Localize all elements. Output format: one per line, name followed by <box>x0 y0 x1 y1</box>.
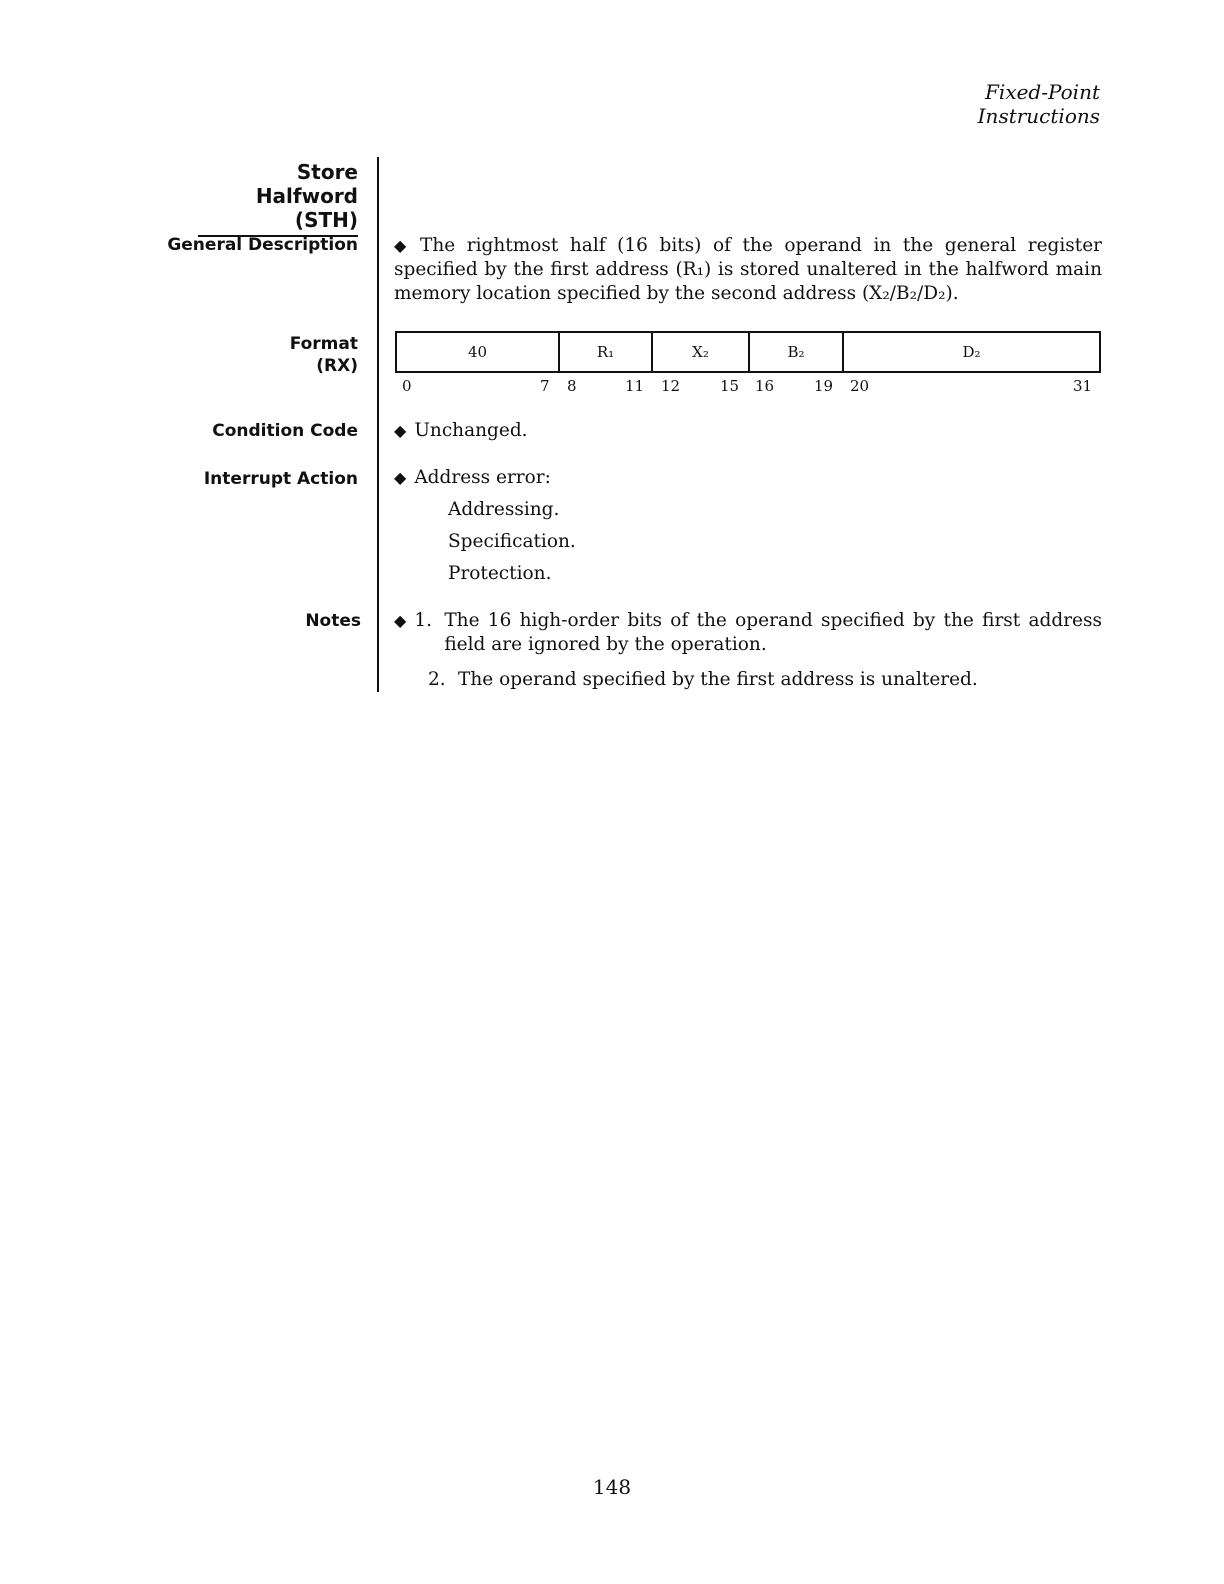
diamond-bullet-icon: ◆ <box>394 236 412 255</box>
format-field-d2: D₂ <box>962 343 981 361</box>
bit-number: 7 <box>540 377 550 395</box>
label-notes: Notes <box>305 611 361 631</box>
bit-number: 15 <box>720 377 740 395</box>
diamond-bullet-icon: ◆ <box>394 421 407 440</box>
format-field-opcode: 40 <box>397 333 560 371</box>
format-field-b2: B₂ <box>750 333 844 371</box>
interrupt-heading: Address error: <box>414 467 551 488</box>
title-line1: Store Halfword <box>255 160 358 208</box>
bit-number: 31 <box>1073 377 1093 395</box>
condition-code-text: Unchanged. <box>414 420 528 441</box>
note-number: 2. <box>428 669 446 690</box>
bit-number: 16 <box>755 377 775 395</box>
instruction-title <box>198 160 358 237</box>
label-interrupt-action: Interrupt Action <box>203 469 358 489</box>
note-text: The operand specified by the first address is unaltered. <box>458 669 978 690</box>
bit-number: 19 <box>814 377 834 395</box>
format-label-line1: Format <box>289 334 358 354</box>
page-number: 148 <box>592 1475 632 1499</box>
interrupt-item: Specification. <box>448 531 576 552</box>
diamond-bullet-icon: ◆ <box>394 468 407 487</box>
running-head-line2: Instructions <box>977 104 1100 128</box>
interrupt-action <box>394 466 1102 590</box>
note-item <box>394 609 1102 657</box>
diamond-bullet-icon: ◆ <box>394 611 407 630</box>
interrupt-item: Addressing. <box>448 499 560 520</box>
note-number: 1. <box>414 610 432 631</box>
general-description-text: The rightmost half (16 bits) of the operand in the general register specified by the first address (R₁) is stored unaltered in the halfword main memory location specified by the second address (X₂/B₂/D₂). <box>394 235 1102 304</box>
running-head <box>978 80 1100 128</box>
notes <box>394 609 1102 692</box>
note-item <box>394 668 1102 692</box>
label-condition-code: Condition Code <box>212 421 358 441</box>
running-head-line1: Fixed-Point <box>985 80 1100 104</box>
note-text: The 16 high-order bits of the operand specified by the first address field are ignored by the operation. <box>444 610 1102 655</box>
bit-number: 20 <box>850 377 870 395</box>
format-field-x2: X₂ <box>653 333 750 371</box>
format-diagram <box>395 331 1101 373</box>
vertical-rule <box>377 157 379 692</box>
format-field-r1: R₁ <box>560 333 653 371</box>
label-general-description: General Description <box>167 235 358 255</box>
general-description <box>394 234 1102 306</box>
label-format <box>290 333 358 377</box>
bit-number: 8 <box>567 377 577 395</box>
bit-number: 11 <box>625 377 645 395</box>
bit-number: 12 <box>661 377 681 395</box>
condition-code <box>394 419 1102 443</box>
bit-number: 0 <box>402 377 412 395</box>
format-label-line2: (RX) <box>316 356 358 376</box>
title-line2: (STH) <box>294 208 358 232</box>
interrupt-item: Protection. <box>448 563 552 584</box>
